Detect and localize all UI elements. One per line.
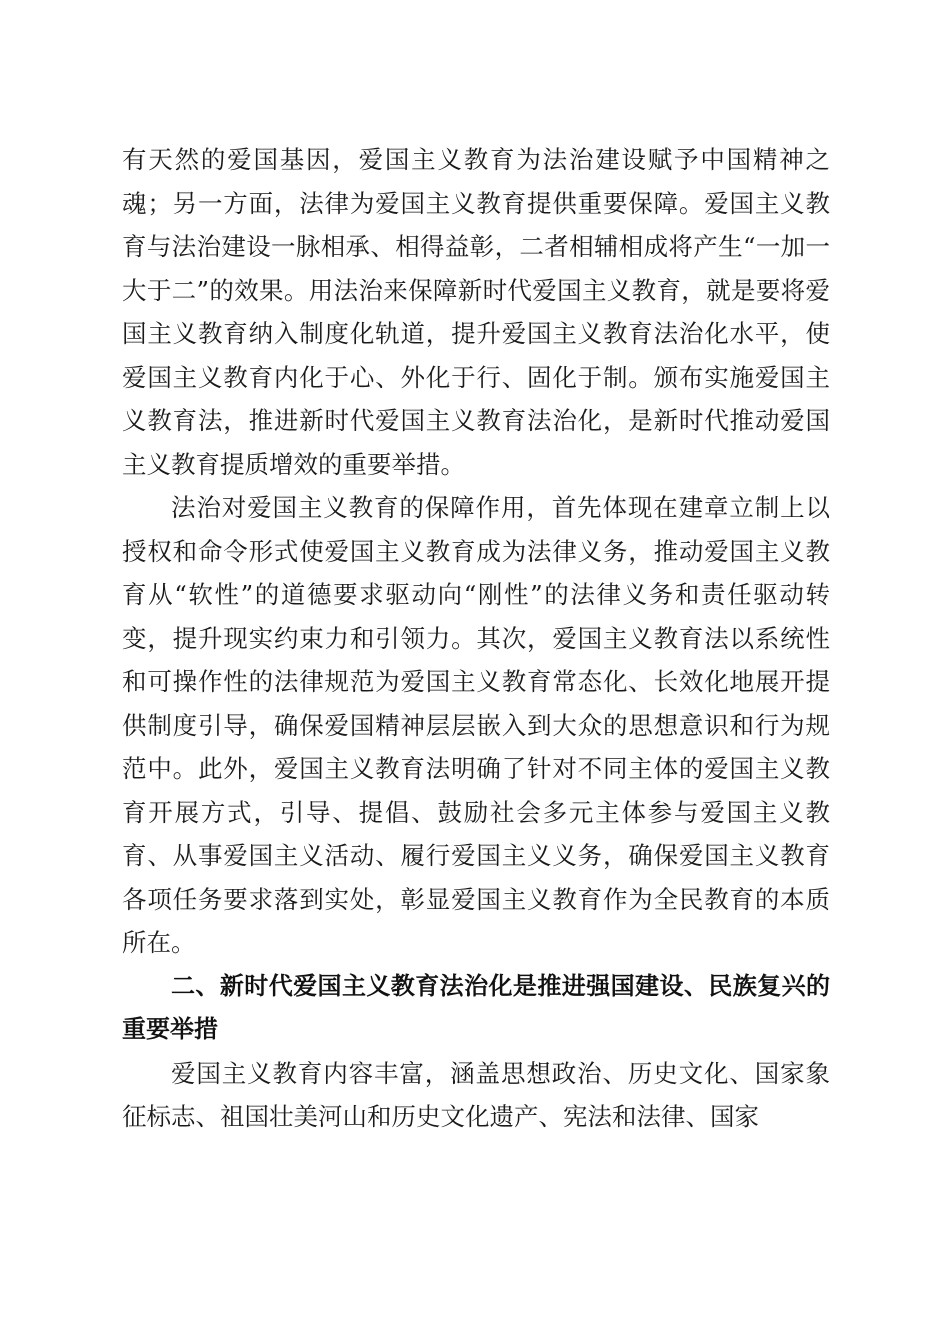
paragraph-continuation: 有天然的爱国基因，爱国主义教育为法治建设赋予中国精神之魂；另一方面，法律为爱国主义教育提供重要保障。爱国主义教育与法治建设一脉相承、相得益彰，二者相辅相成将产生“一加一大于二”的效果。用法治来保障新时代爱国主义教育，就是要将爱国主义教育纳入制度化轨道，提升爱国主义教育法治化水平，使爱国主义教育内化于心、外化于行、固化于制。颁布实施爱国主义教育法，推进新时代爱国主义教育法治化，是新时代推动爱国主义教育提质增效的重要举措。 xyxy=(122,145,830,479)
paragraph-legal-safeguard: 法治对爱国主义教育的保障作用，首先体现在建章立制上以授权和命令形式使爱国主义教育成为法律义务，推动爱国主义教育从“软性”的道德要求驱动向“刚性”的法律义务和责任驱动转变，提升现实约束力和引领力。其次，爱国主义教育法以系统性和可操作性的法律规范为爱国主义教育常态化、长效化地展开提供制度引导，确保爱国精神层层嵌入到大众的思想意识和行为规范中。此外，爱国主义教育法明确了针对不同主体的爱国主义教育开展方式，引导、提倡、鼓励社会多元主体参与爱国主义教育、从事爱国主义活动、履行爱国主义义务，确保爱国主义教育各项任务要求落到实处，彰显爱国主义教育作为全民教育的本质所在。 xyxy=(122,493,830,957)
document-body xyxy=(122,138,830,1139)
section-heading-2: 二、新时代爱国主义教育法治化是推进强国建设、民族复兴的重要举措 xyxy=(122,971,830,1043)
paragraph-education-content: 爱国主义教育内容丰富，涵盖思想政治、历史文化、国家象征标志、祖国壮美河山和历史文化遗产、宪法和法律、国家 xyxy=(122,1058,830,1131)
